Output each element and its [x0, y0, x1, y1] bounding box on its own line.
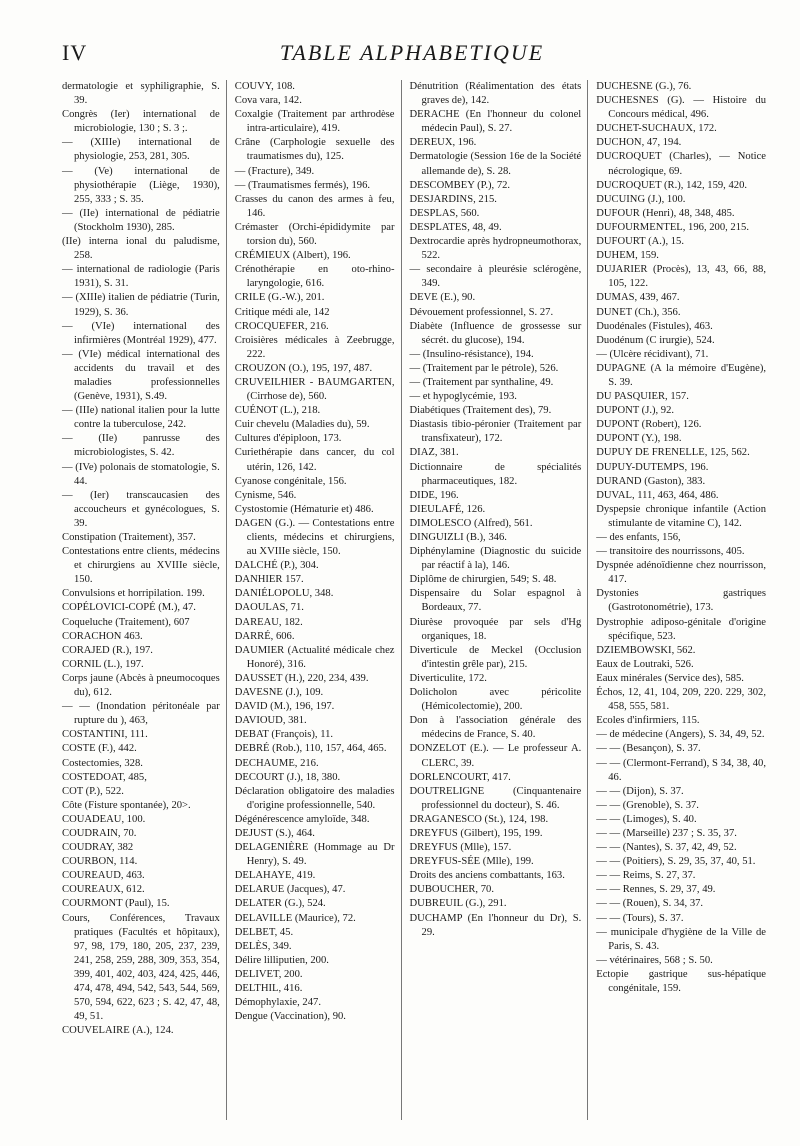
index-entry: Cynisme, 546.: [234, 489, 297, 501]
index-entry: DIDE, 196.: [409, 489, 459, 501]
index-entry: Convulsions et horripilation. 199.: [62, 588, 205, 600]
index-entry: DUPONT (J.), 92.: [596, 405, 675, 417]
index-entry: DAREAU, 182.: [234, 616, 303, 628]
index-entry: — — (Nantes), S. 37, 42, 49, 52.: [596, 842, 737, 854]
index-entry: — — (Tours), S. 37.: [596, 912, 684, 924]
index-entry: DIAZ, 381.: [409, 447, 459, 459]
index-entry: Cultures d'épiploon, 173.: [234, 433, 342, 445]
index-entry: DZIEMBOWSKI, 562.: [596, 644, 696, 656]
index-entry: COUREAUX, 612.: [62, 884, 145, 896]
index-entry: Déclaration obligatoire des maladies d'origine professionnelle, 540.: [234, 785, 395, 811]
index-entry: — secondaire à pleurésie sclérogène, 349.: [409, 264, 582, 290]
index-column-3: [410, 80, 589, 1120]
index-entry: Délire lilliputien, 200.: [234, 954, 329, 966]
index-entry: Diastasis tibio-péronier (Traitement par transfixateur), 172.: [409, 419, 582, 445]
index-entry: DIEULAFÉ, 126.: [409, 503, 486, 515]
index-entry: DUCROQUET (Charles), — Notice nécrologique, 69.: [596, 151, 766, 177]
index-entry: CROUZON (O.), 195, 197, 487.: [234, 362, 373, 374]
index-entry: COUDRAIN, 70.: [62, 827, 137, 839]
index-entry: DECHAUME, 216.: [234, 757, 319, 769]
index-entry: DEVE (E.), 90.: [409, 292, 476, 304]
index-entry: DUFOURT (A.), 15.: [596, 236, 684, 248]
index-entry: DREYFUS-SÉE (Mlle), 199.: [409, 856, 534, 868]
index-entry: Dyspepsie chronique infantile (Action stimulante de vitamine C), 142.: [596, 503, 766, 529]
index-entry: Crasses du canon des armes à feu, 146.: [234, 193, 395, 219]
index-entry: Cova vara, 142.: [234, 95, 302, 107]
index-entry: Diphénylamine (Diagnostic du suicide par réactif à la), 146.: [409, 546, 582, 572]
index-entry: Croisières médicales à Zeebrugge, 222.: [234, 334, 395, 360]
index-entry: CRÉMIEUX (Albert), 196.: [234, 250, 351, 262]
index-entry: DIMOLESCO (Alfred), 561.: [409, 517, 533, 529]
index-entry: — — (Poitiers), S. 29, 35, 37, 40, 51.: [596, 856, 756, 868]
index-entry: DALCHÉ (P.), 304.: [234, 560, 319, 572]
index-entry: Dénutrition (Réalimentation des états graves de), 142.: [409, 81, 582, 107]
index-entry: — (Insulino-résistance), 194.: [409, 348, 534, 360]
index-entry: DAVESNE (J.), 109.: [234, 687, 324, 699]
index-entry: DARRÉ, 606.: [234, 630, 295, 642]
page-title: TABLE ALPHABETIQUE: [279, 40, 545, 65]
index-entry: DUCHESNES (G). — Histoire du Concours médical, 496.: [596, 95, 766, 121]
index-entry: CRILE (G.-W.), 201.: [234, 292, 325, 304]
index-entry: COT (P.), 522.: [62, 785, 124, 797]
index-entry: COSTEDOAT, 485,: [62, 771, 147, 783]
index-entry: DELATER (G.), 524.: [234, 898, 326, 910]
index-entry: DUPONT (Robert), 126.: [596, 419, 702, 431]
index-entry: DESPLAS, 560.: [409, 207, 480, 219]
index-entry: DELBET, 45.: [234, 926, 294, 938]
index-entry: Droits des anciens combattants, 163.: [409, 870, 565, 882]
index-entry: DEREUX, 196.: [409, 137, 477, 149]
index-entry: DERACHE (En l'honneur du colonel médecin Paul), S. 27.: [409, 109, 582, 135]
index-entry: — des enfants, 156,: [596, 532, 681, 543]
index-entry: DUBREUIL (G.), 291.: [409, 898, 507, 910]
index-entry: Diverticule de Meckel (Occlusion d'intestin grêle par), 215.: [409, 644, 582, 670]
index-entry: DUPUY DE FRENELLE, 125, 562.: [596, 447, 750, 459]
index-entry: — — (Inondation péritonéale par rupture du ), 463,: [62, 701, 220, 727]
index-entry: DURAND (Gaston), 383.: [596, 475, 706, 487]
index-entry: Duodénum (C irurgie), 524.: [596, 334, 715, 346]
index-entry: Critique médi ale, 142: [234, 306, 330, 318]
index-entry: — international de radiologie (Paris 1931), S. 31.: [62, 264, 220, 290]
index-entry: COSTE (F.), 442.: [62, 743, 137, 755]
index-entry: — — (Rouen), S. 34, 37.: [596, 898, 704, 910]
index-entry: — — Rennes, S. 29, 37, 49.: [596, 884, 716, 896]
index-entry: DOUTRELIGNE (Cinquantenaire professionnel du docteur), S. 46.: [409, 785, 582, 811]
index-entry: — (IIe) international de pédiatrie (Stockholm 1930), 285.: [62, 207, 220, 233]
index-entry: — — (Dijon), S. 37.: [596, 785, 684, 797]
index-entry: DEBAT (François), 11.: [234, 729, 334, 741]
index-entry: DEJUST (S.), 464.: [234, 827, 315, 839]
index-entry: DAGEN (G.). — Contestations entre clients, médecins et chirurgiens, au XVIIIe siècle, 150.: [234, 517, 395, 558]
index-entry: — (Traitement par le pétrole), 526.: [409, 362, 559, 374]
index-entry: COUVELAIRE (A.), 124.: [62, 1025, 174, 1037]
index-entry: — (IIIe) national italien pour la lutte contre la tuberculose, 242.: [62, 405, 220, 431]
index-entry: DAVIOUD, 381.: [234, 715, 307, 727]
index-entry: DONZELOT (E.). — Le professeur A. CLERC, 39.: [409, 743, 582, 769]
index-entry: DU PASQUIER, 157.: [596, 391, 689, 403]
index-entry: — — (Grenoble), S. 37.: [596, 799, 699, 811]
index-entry: Dyspnée adénoïdienne chez nourrisson, 417.: [596, 560, 766, 586]
index-entry: CORAJED (R.), 197.: [62, 644, 153, 656]
index-entry: COUADEAU, 100.: [62, 813, 146, 825]
index-entry: DINGUIZLI (B.), 346.: [409, 532, 507, 543]
index-entry: CORACHON 463.: [62, 630, 143, 642]
index-entry: — (Ulcère récidivant), 71.: [596, 348, 709, 360]
index-entry: DUCUING (J.), 100.: [596, 193, 686, 205]
index-entry: DUCHET-SUCHAUX, 172.: [596, 123, 717, 135]
index-entry: COURBON, 114.: [62, 856, 138, 868]
index-entry: Diabète (Influence de grossesse sur sécrét. du glucose), 194.: [409, 320, 582, 346]
index-entry: DELÈS, 349.: [234, 940, 292, 952]
index-entry: DELIVET, 200.: [234, 968, 303, 980]
index-entry: — — (Marseille) 237 ; S. 35, 37.: [596, 827, 737, 839]
index-entry: Constipation (Traitement), 357.: [62, 532, 196, 543]
index-entry: Diverticulite, 172.: [409, 672, 487, 684]
index-entry: COUREAUD, 463.: [62, 870, 145, 882]
index-entry: DESJARDINS, 215.: [409, 193, 497, 205]
index-entry: CRUVEILHIER - BAUMGARTEN, (Cirrhose de), 560.: [234, 376, 395, 403]
index-entry: Coqueluche (Traitement), 607: [62, 616, 190, 628]
index-entry: DANIÉLOPOLU, 348.: [234, 588, 334, 600]
index-entry: DAUSSET (H.), 220, 234, 439.: [234, 672, 369, 684]
index-entry: COURMONT (Paul), 15.: [62, 898, 170, 910]
index-entry: — et hypoglycémie, 193.: [409, 391, 517, 403]
index-entry: (IIe) interna ional du paludisme, 258.: [62, 236, 220, 262]
index-entry: Eaux de Loutraki, 526.: [596, 658, 694, 670]
index-entry: DESCOMBEY (P.), 72.: [409, 179, 511, 191]
index-entry: DORLENCOURT, 417.: [409, 771, 511, 783]
index-entry: Diabétiques (Traitement des), 79.: [409, 405, 552, 417]
index-entry: Diplôme de chirurgien, 549; S. 48.: [409, 574, 557, 586]
index-entry: DAOULAS, 71.: [234, 602, 304, 614]
index-entry: DUHEM, 159.: [596, 250, 659, 262]
index-entry: Cours, Conférences, Travaux pratiques (Facultés et hôpitaux), 97, 98, 179, 180, 205, 237, 239, 241, 258, 259, 288, 309, 353, 354, 399, 401, 402, 403, 424, 425, 446, 474, 478, 494, 542, 543, 544, 569, 570, 594, 622, 623 ; S. 42, 47, 48, 49, 51.: [62, 912, 220, 1023]
index-entry: — (Ier) transcaucasien des accoucheurs et gynécologues, S. 39.: [62, 489, 220, 529]
index-entry: DAVID (M.), 196, 197.: [234, 701, 335, 713]
index-entry: dermatologie et syphiligraphie, S. 39.: [62, 81, 220, 107]
index-entry: DELAHAYE, 419.: [234, 870, 316, 882]
index-entry: COUVY, 108.: [234, 81, 295, 92]
index-entry: Ectopie gastrique sus-hépatique congénitale, 159.: [596, 968, 766, 994]
index-column-4: [596, 80, 772, 1120]
index-entry: — — (Besançon), S. 37.: [596, 743, 701, 755]
index-entry: DUJARIER (Procès), 13, 43, 66, 88, 105, 122.: [596, 264, 766, 290]
index-column-1: [62, 80, 227, 1120]
index-entry: — (Ve) international de physiothérapie (Liège, 1930), 255, 333 ; S. 35.: [62, 165, 220, 205]
index-entry: — (XIIIe) italien de pédiatrie (Turin, 1929), S. 36.: [62, 292, 220, 318]
index-entry: Diurèse provoquée par sels d'Hg organiques, 18.: [409, 616, 582, 642]
index-entry: — — (Limoges), S. 40.: [596, 813, 697, 825]
index-entry: DUCROQUET (R.), 142, 159, 420.: [596, 179, 748, 191]
page-header: [62, 36, 762, 76]
index-entry: DUVAL, 111, 463, 464, 486.: [596, 489, 719, 501]
index-entry: Dermatologie (Session 16e de la Société allemande de), S. 28.: [409, 151, 582, 177]
index-entry: CUÉNOT (L.), 218.: [234, 405, 321, 417]
index-entry: — (Traumatismes fermés), 196.: [234, 179, 371, 191]
index-entry: DEBRÉ (Rob.), 110, 157, 464, 465.: [234, 743, 387, 755]
index-column-2: [235, 80, 402, 1120]
index-entry: — (IIe) panrusse des microbiologistes, S. 42.: [62, 433, 220, 459]
index-entry: — (VIe) international des infirmières (Montréal 1929), 477.: [62, 320, 220, 346]
index-entry: — vétérinaires, 568 ; S. 50.: [596, 954, 713, 966]
index-entry: Cystostomie (Hématurie et) 486.: [234, 503, 374, 515]
index-entry: — (Fracture), 349.: [234, 165, 315, 177]
index-entry: Don à l'association générale des médecins de France, S. 40.: [409, 715, 582, 741]
index-entry: DREYFUS (Gilbert), 195, 199.: [409, 827, 543, 839]
index-entry: Duodénales (Fistules), 463.: [596, 320, 713, 332]
index-entry: DAUMIER (Actualité médicale chez Honoré), 316.: [234, 644, 395, 670]
index-entry: Curiethérapie dans cancer, du col utérin, 126, 142.: [234, 447, 395, 473]
index-entry: — (XIIIe) international de physiologie, 253, 281, 305.: [62, 137, 220, 163]
index-entry: DELAGENIÈRE (Hommage au Dr Henry), S. 49.: [234, 842, 395, 868]
index-entry: DUPUY-DUTEMPS, 196.: [596, 461, 709, 473]
index-entry: Crémaster (Orchi-épididymite par torsion du), 560.: [234, 221, 395, 248]
index-entry: DREYFUS (Mlle), 157.: [409, 842, 512, 854]
index-entry: — transitoire des nourrissons, 405.: [596, 546, 745, 558]
index-entry: DESPLATES, 48, 49.: [409, 221, 502, 233]
index-entry: DELARUE (Jacques), 47.: [234, 884, 346, 896]
index-entry: COSTANTINI, 111.: [62, 729, 148, 741]
page-number: IV: [62, 40, 88, 65]
index-entry: Échos, 12, 41, 104, 209, 220. 229, 302, 458, 555, 581.: [596, 687, 766, 713]
index-entry: Crénothérapie en oto-rhino-laryngologie, 616.: [234, 264, 395, 290]
index-entry: Cuir chevelu (Maladies du), 59.: [234, 419, 370, 431]
index-entry: — (Traitement par synthaline, 49.: [409, 376, 554, 388]
index-entry: Dictionnaire de spécialités pharmaceutiques, 182.: [409, 461, 582, 487]
index-entry: — (VIe) médical international des accidents du travail et des maladies professionnelles (Genève, 1931), S.49.: [62, 348, 220, 403]
index-entry: Dégénérescence amyloïde, 348.: [234, 813, 370, 825]
index-entry: Dolicholon avec péricolite (Hémicolectomie), 200.: [409, 687, 582, 713]
index-entry: DELAVILLE (Maurice), 72.: [234, 912, 356, 924]
index-entry: Eaux minérales (Service des), 585.: [596, 672, 744, 684]
index-entry: Coxalgie (Traitement par arthrodèse intra-articulaire), 419.: [234, 109, 395, 135]
index-entry: DUMAS, 439, 467.: [596, 292, 680, 304]
index-entry: Dévouement professionnel, S. 27.: [409, 306, 554, 318]
index-entry: Congrès (Ier) international de microbiologie, 130 ; S. 3 ;.: [62, 109, 220, 135]
index-entry: DUFOUR (Henri), 48, 348, 485.: [596, 207, 735, 219]
index-entry: Côte (Fisture spontanée), 20>.: [62, 799, 191, 811]
index-entry: DANHIER 157.: [234, 574, 304, 586]
index-entry: COPÉLOVICI-COPÉ (M.), 47.: [62, 602, 196, 614]
index-entry: Dextrocardie après hydropneumothorax, 522.: [409, 236, 582, 262]
index-entry: — (IVe) polonais de stomatologie, S. 44.: [62, 461, 220, 487]
index-entry: Dystonies gastriques (Gastrotonométrie), 173.: [596, 588, 766, 614]
index-entry: Dystrophie adiposo-génitale d'origine spécifique, 523.: [596, 616, 766, 642]
index-entry: Contestations entre clients, médecins et chirurgiens au XVIIIe siècle, 150.: [62, 546, 220, 586]
index-entry: — municipale d'hygiène de la Ville de Paris, S. 43.: [596, 926, 766, 952]
index-entry: — — (Clermont-Ferrand), S 34, 38, 40, 46.: [596, 757, 766, 783]
index-entry: CORNIL (L.), 197.: [62, 658, 144, 670]
index-entry: DUPAGNE (A la mémoire d'Eugène), S. 39.: [596, 362, 766, 388]
index-entry: CROCQUEFER, 216.: [234, 320, 329, 332]
index-entry: DUNET (Ch.), 356.: [596, 306, 681, 318]
index-entry: DECOURT (J.), 18, 380.: [234, 771, 341, 783]
index-entry: Ecoles d'infirmiers, 115.: [596, 715, 700, 727]
index-entry: DUFOURMENTEL, 196, 200, 215.: [596, 221, 749, 233]
index-entry: — — Reims, S. 27, 37.: [596, 870, 696, 882]
index-entry: COUDRAY, 382: [62, 842, 134, 854]
index-entry: — de médecine (Angers), S. 34, 49, 52.: [596, 729, 765, 741]
index-entry: DRAGANESCO (St.), 124, 198.: [409, 813, 549, 825]
index-entry: Démophylaxie, 247.: [234, 997, 321, 1009]
index-entry: DUCHESNE (G.), 76.: [596, 81, 692, 92]
index-entry: Corps jaune (Abcès à pneumocoques du), 612.: [62, 672, 220, 699]
index-columns: [62, 80, 772, 1120]
index-entry: DUCHAMP (En l'honneur du Dr), S. 29.: [409, 912, 582, 938]
index-entry: Cyanose congénitale, 156.: [234, 475, 347, 487]
index-entry: Dengue (Vaccination), 90.: [234, 1011, 346, 1023]
index-entry: DUPONT (Y.), 198.: [596, 433, 682, 445]
index-entry: DUCHON, 47, 194.: [596, 137, 682, 149]
index-entry: DUBOUCHER, 70.: [409, 884, 494, 896]
index-entry: Dispensaire du Solar espagnol à Bordeaux, 77.: [409, 588, 582, 614]
index-entry: Costectomies, 328.: [62, 757, 143, 769]
index-entry: Crâne (Carphologie sexuelle des traumatismes du), 125.: [234, 137, 395, 163]
index-entry: DELTHIL, 416.: [234, 983, 303, 994]
